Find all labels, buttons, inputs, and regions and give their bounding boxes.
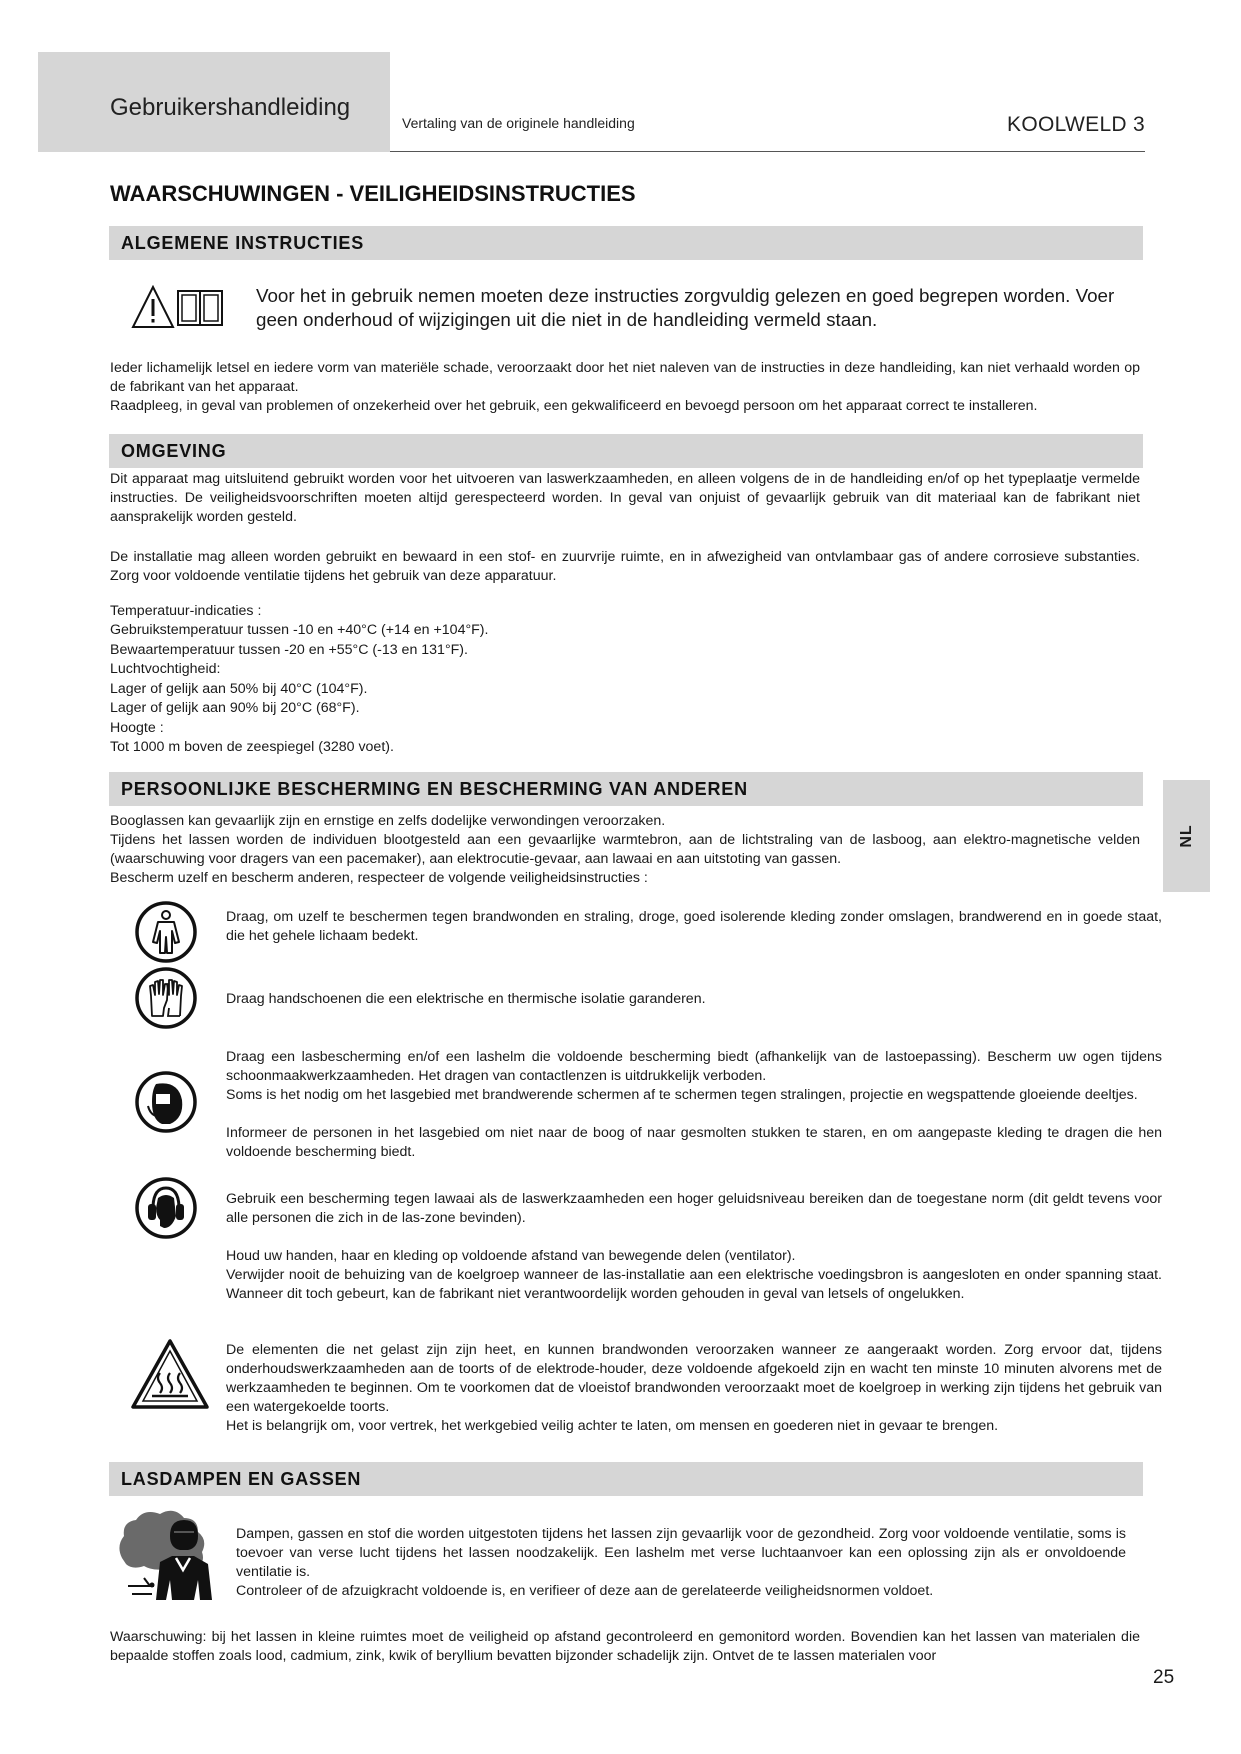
environment-line: Gebruikstemperatuur tussen -10 en +40°C (+14 en +104°F). [110,622,489,638]
welding-fumes-icon [114,1506,226,1602]
section-heading-fumes: LASDAMPEN EN GASSEN [109,1462,1143,1496]
fumes-text-1: Dampen, gassen en stof die worden uitgestoten tijdens het lassen zijn gevaarlijk voor de gezondheid. Zorg voor voldoende ventilatie, soms is toevoer van verse lucht tijdens het lassen noodzakelijk. Een lashelm met verse luchtaanvoer kan een oplossing zijn als er onvoldoende ventilatie is. [236,1526,1126,1580]
document-subtitle: Vertaling van de originele handleiding [402,115,635,131]
section-heading-protection: PERSOONLIJKE BESCHERMING EN BESCHERMING VAN ANDEREN [109,772,1143,806]
page-title: WAARSCHUWINGEN - VEILIGHEIDSINSTRUCTIES [110,181,636,206]
welding-mask-icon [134,1070,198,1134]
product-name: KOOLWELD 3 [1007,113,1145,136]
hot-elements-text-2: Het is belangrijk om, voor vertrek, het werkgebied veilig achter te laten, om mensen en goederen niet in gevaar te brengen. [226,1418,999,1434]
language-tab-label: NL [1177,824,1195,848]
general-intro: Voor het in gebruik nemen moeten deze instructies zorgvuldig gelezen en goed begrepen worden. Voer geen onderhoud of wijzigingen uit die niet in de handleiding vermeld staan. [256,285,1115,330]
moving-parts-text-2: Verwijder nooit de behuizing van de koelgroep wanneer de las-installatie aan een elektrische voedingsbron is aangesloten en onder spanning staat. Wanneer dit toch gebeurt, kan de fabrikant niet verantwoordelijk worden gehouden in geval van letsels of ongelukken. [226,1267,1162,1302]
protection-intro-1: Booglassen kan gevaarlijk zijn en ernstige en zelfs dodelijke verwondingen veroorzaken. [110,813,666,829]
document-title: Gebruikershandleiding [110,94,351,121]
hot-elements-text-1: De elementen die net gelast zijn zijn heet, en kunnen brandwonden veroorzaken wanneer ze aangeraakt worden. Zorg ervoor dat, tijdens onderhoudswerkzaamheden aan de toorts of de elektrode-houder, deze voldoende afgekoeld zijn en wacht ten minste 10 minuten alvorens met de werkzaamheden te beginnen. Om te voorkomen dat de vloeistof brandwonden veroorzaakt moet de koelgroep in werking zijn tijdens het gebruik van een watergekoelde toorts. [226,1342,1162,1415]
header-divider [390,151,1145,152]
clothing-text: Draag, om uzelf te beschermen tegen brandwonden en straling, droge, goed isolerende kleding zonder omslagen, brandwerend en in goede staat, die het gehele lichaam bedekt. [226,909,1162,944]
protection-intro-2: Tijdens het lassen worden de individuen blootgesteld aan een gevaarlijke warmtebron, aan de lichtstraling van de lasboog, aan elektro-magnetische velden (waarschuwing voor dragers van een pacemaker), aan elektrocutie-gevaar, aan lawaai en aan uitstoting van gassen. [110,832,1140,867]
mask-text-1: Draag een lasbescherming en/of een lashelm die voldoende bescherming biedt (afhankelijk van de lastoepassing). Bescherm uw ogen tijdens schoonmaakwerkzaamheden. Het dragen van contactlenzen is uitdrukkelijk verboden. [226,1049,1162,1084]
hot-surface-warning-icon [130,1338,210,1410]
mask-text-3: Informeer de personen in het lasgebied om niet naar de boog of naar gesmolten stukken te staren, en om aangepaste kleding te dragen die hen voldoende bescherming biedt. [226,1125,1162,1160]
section-heading-environment: OMGEVING [109,434,1143,468]
protection-intro-3: Bescherm uzelf en bescherm anderen, respecteer de volgende veiligheidsinstructies : [110,870,648,886]
gloves-icon [134,966,198,1030]
fumes-text-2: Controleer of de afzuigkracht voldoende is, en verifieer of deze aan de gerelateerde veiligheidsnormen voldoet. [236,1583,934,1599]
gloves-text: Draag handschoenen die een elektrische en thermische isolatie garanderen. [226,991,706,1007]
fumes-warning: Waarschuwing: bij het lassen in kleine ruimtes moet de veiligheid op afstand gecontroleerd en gemonitord worden. Bovendien kan het lassen van materialen die bepaalde stoffen zoals lood, cadmium, zink, kwik of beryllium bevatten bijzonder schadelijk zijn. Ontvet de te lassen materialen voor [110,1629,1140,1664]
page-number: 25 [1153,1667,1175,1688]
general-paragraph-2: Raadpleeg, in geval van problemen of onzekerheid over het gebruik, een gekwalificeerd en bevoegd persoon om het apparaat correct te installeren. [110,398,1038,414]
environment-paragraph-1: Dit apparaat mag uitsluitend gebruikt worden voor het uitvoeren van laswerkzaamheden, en alleen volgens de in de handleiding en/of op het typeplaatje vermelde instructies. De veiligheidsvoorschriften moeten altijd gerespecteerd worden. In geval van onjuist of gevaarlijk gebruik van dit materiaal kan de fabrikant niet aansprakelijk worden gesteld. [110,471,1140,525]
general-paragraph-1: Ieder lichamelijk letsel en iedere vorm van materiële schade, veroorzaakt door het niet naleven van de instructies in deze handleiding, kan niet verhaald worden op de fabrikant van het apparaat. [110,360,1140,395]
section-heading-general: ALGEMENE INSTRUCTIES [109,226,1143,260]
noise-text: Gebruik een bescherming tegen lawaai als de laswerkzaamheden een hoger geluidsniveau bereiken dan de toegestane norm (dit geldt tevens voor alle personen die zich in de las-zone bevinden). [226,1191,1162,1226]
environment-line: Lager of gelijk aan 90% bij 20°C (68°F). [110,700,360,716]
moving-parts-text-1: Houd uw handen, haar en kleding op voldoende afstand van bewegende delen (ventilator). [226,1248,796,1264]
language-tab [1163,780,1210,892]
environment-line: Tot 1000 m boven de zeespiegel (3280 voet). [110,739,394,755]
mask-text-2: Soms is het nodig om het lasgebied met brandwerende schermen af te schermen tegen stralingen, projectie en wegspattende gloeiende deeltjes. [226,1087,1138,1103]
warning-manual-icon [131,285,231,331]
ear-protection-icon [134,1176,198,1240]
environment-line: Temperatuur-indicaties : [110,603,262,619]
protective-clothing-icon [134,900,198,964]
environment-line: Luchtvochtigheid: [110,661,221,677]
environment-line: Bewaartemperatuur tussen -20 en +55°C (-13 en 131°F). [110,642,468,658]
environment-line: Hoogte : [110,720,164,736]
environment-paragraph-2: De installatie mag alleen worden gebruikt en bewaard in een stof- en zuurvrije ruimte, en in afwezigheid van ontvlambaar gas of andere corrosieve substanties. Zorg voor voldoende ventilatie tijdens het gebruik van deze apparatuur. [110,549,1140,584]
environment-line: Lager of gelijk aan 50% bij 40°C (104°F). [110,681,368,697]
